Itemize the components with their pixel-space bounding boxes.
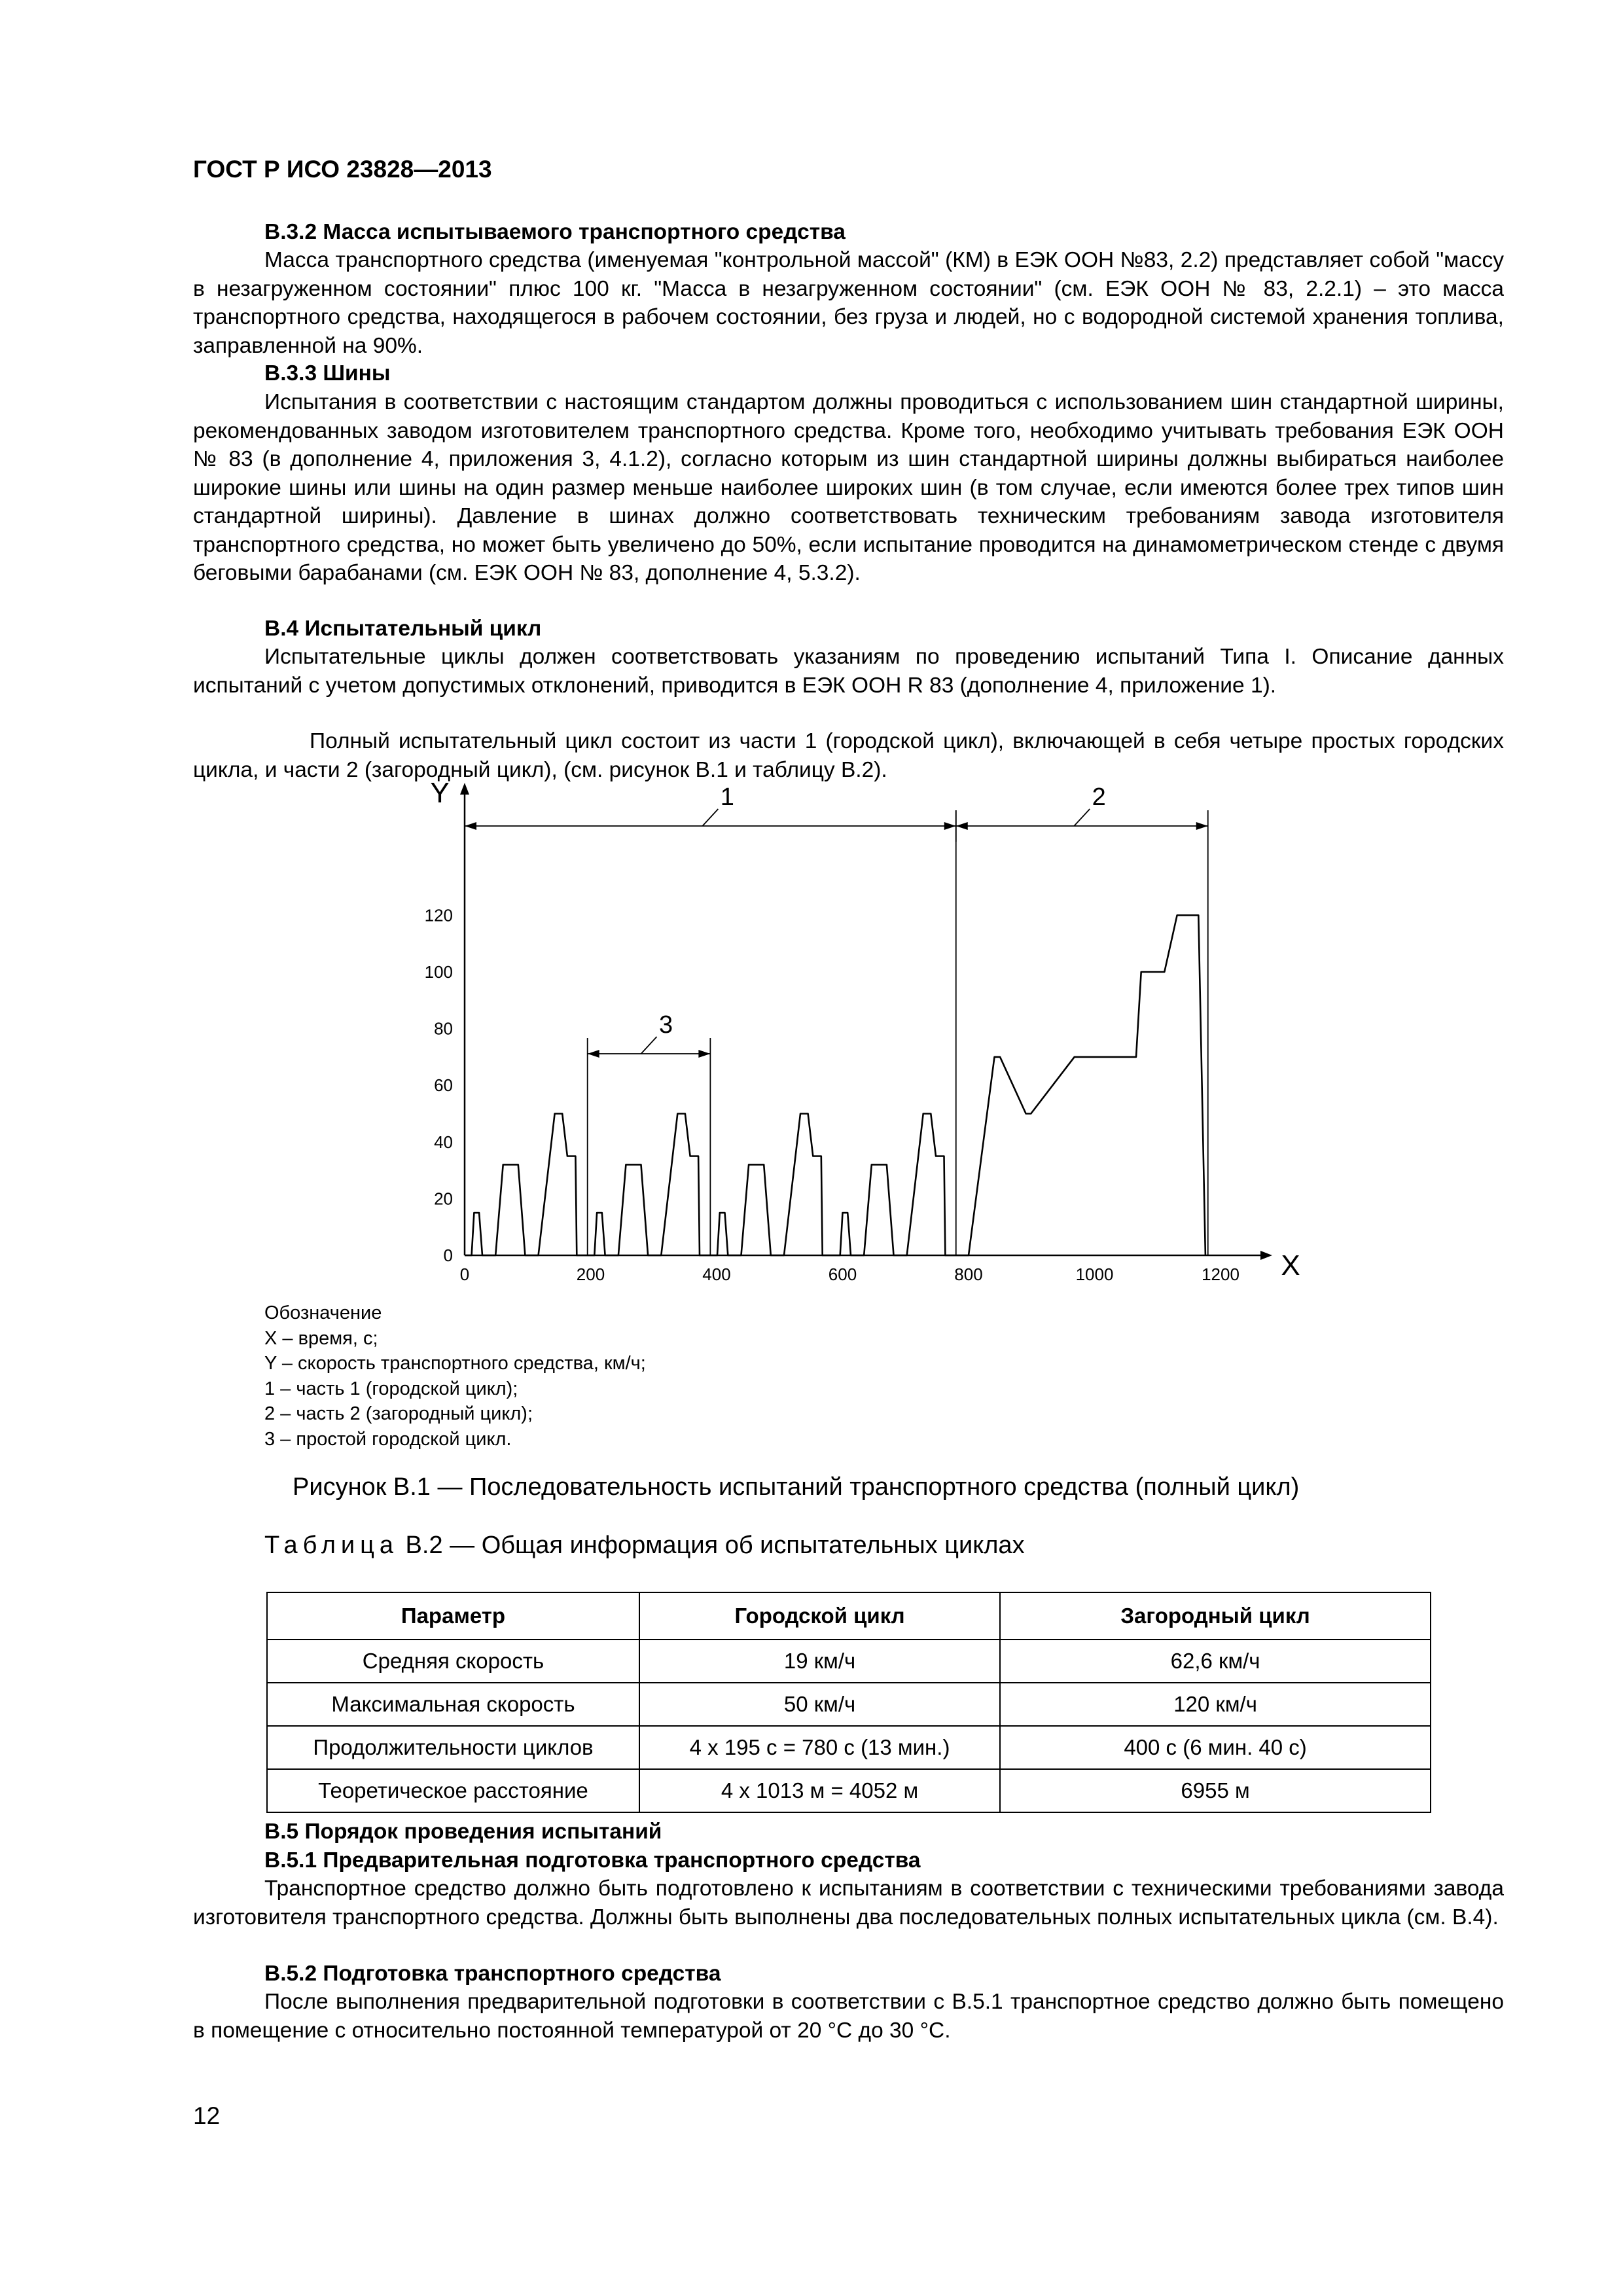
y-axis-arrow bbox=[460, 783, 469, 795]
annotation-arrow-left bbox=[465, 822, 476, 830]
y-tick-label: 120 bbox=[424, 905, 453, 925]
annotation-arrow-right bbox=[698, 1050, 710, 1058]
header-urban: Городской цикл bbox=[639, 1592, 1000, 1640]
x-axis-label: X bbox=[1281, 1249, 1300, 1282]
section-b4-text-2: Полный испытательный цикл состоит из части 1 (городской цикл), включающей в себя четыре простых городских цикла, и части 2 (загородный цикл), (см. рисунок В.1 и таблицу В.2). bbox=[193, 729, 1504, 782]
section-b4-text-1: Испытательные циклы должен соответствовать указаниям по проведению испытаний Типа I. Описание данных испытаний с учетом допустимых отклонений, приводится в ЕЭК ООН R 83 (дополнение 4, приложение 1). bbox=[193, 645, 1504, 698]
legend-item-1: 1 – часть 1 (городской цикл); bbox=[264, 1378, 518, 1399]
x-tick-label: 600 bbox=[828, 1265, 857, 1284]
y-tick-label: 100 bbox=[424, 962, 453, 982]
section-b4-title: В.4 Испытательный цикл bbox=[264, 617, 542, 641]
table-caption-text: В.2 — Общая информация об испытательных циклах bbox=[399, 1532, 1025, 1559]
x-tick-label: 1200 bbox=[1202, 1265, 1240, 1284]
x-tick-label: 800 bbox=[954, 1265, 983, 1284]
page-number: 12 bbox=[193, 2102, 221, 2129]
section-b33-title: В.3.3 Шины bbox=[264, 361, 391, 386]
table-row bbox=[267, 1683, 1431, 1726]
legend-item-x: X – время, с; bbox=[264, 1327, 378, 1349]
table-row bbox=[267, 1640, 1431, 1683]
y-tick-label: 80 bbox=[434, 1018, 453, 1039]
table-cell: 6955 м bbox=[1000, 1769, 1431, 1812]
chart-root bbox=[425, 777, 1300, 1284]
legend-title: Обозначение bbox=[264, 1302, 382, 1323]
x-tick-label: 1000 bbox=[1075, 1265, 1114, 1284]
table-cell: 62,6 км/ч bbox=[1000, 1640, 1431, 1683]
table-cell: Максимальная скорость bbox=[267, 1683, 639, 1726]
table-cell: 19 км/ч bbox=[639, 1640, 1000, 1683]
legend-item-y: Y – скорость транспортного средства, км/ч; bbox=[264, 1353, 646, 1374]
section-b33-text: Испытания в соответствии с настоящим стандартом должны проводиться с использованием шин стандартной ширины, рекомендованных заводом изготовителем транспортного средства. Кроме того, необходимо учитывать требования ЕЭК ООН № 83 (в дополнение 4, приложения 3, 4.1.2), согласно которым из шин стандартной ширины должны выбираться наиболее широкие шины или шины на один размер меньше наиболее широких шин (в том случае, если имеются более трех типов шин стандартной ширины). Давление в шинах должно соответствовать техническим требованиям завода изготовителя транспортного средства, но может быть увеличено до 50%, если испытание проводится на динамометрическом стенде с двумя беговыми барабанами (см. ЕЭК ООН № 83, дополнение 4, 5.3.2). bbox=[193, 390, 1504, 585]
section-b5-title: В.5 Порядок проведения испытаний bbox=[264, 1820, 662, 1844]
annotation-label: 2 bbox=[1092, 783, 1106, 811]
table-cell: Теоретическое расстояние bbox=[267, 1769, 639, 1812]
table-cell: Средняя скорость bbox=[267, 1640, 639, 1683]
x-tick-label: 200 bbox=[576, 1265, 605, 1284]
header-parameter: Параметр bbox=[267, 1592, 639, 1640]
table-row bbox=[267, 1769, 1431, 1812]
table-caption bbox=[264, 1532, 1025, 1560]
annotation-arrow-left bbox=[588, 1050, 599, 1058]
y-tick-label: 20 bbox=[434, 1189, 453, 1209]
annotation-label: 3 bbox=[658, 1011, 673, 1039]
table-cell: 4 x 195 с = 780 с (13 мин.) bbox=[639, 1726, 1000, 1769]
header-extra-urban: Загородный цикл bbox=[1000, 1592, 1431, 1640]
cycle-info-table bbox=[266, 1592, 1431, 1813]
y-tick-label: 40 bbox=[434, 1132, 453, 1152]
section-b32-title: В.3.2 Масса испытываемого транспортного средства bbox=[264, 220, 846, 244]
x-tick-label: 0 bbox=[459, 1265, 470, 1284]
table-header-row bbox=[267, 1592, 1431, 1640]
document-header: ГОСТ Р ИСО 23828—2013 bbox=[193, 156, 492, 183]
annotation-label: 1 bbox=[720, 783, 734, 811]
table-cell: Продолжительности циклов bbox=[267, 1726, 639, 1769]
x-tick-label: 400 bbox=[702, 1265, 731, 1284]
annotation-leader bbox=[702, 809, 718, 826]
table-cell: 50 км/ч bbox=[639, 1683, 1000, 1726]
figure-caption: Рисунок В.1 — Последовательность испытаний транспортного средства (полный цикл) bbox=[293, 1473, 1300, 1501]
annotation-leader bbox=[1074, 809, 1090, 826]
section-b32-text: Масса транспортного средства (именуемая "контрольной массой" (КМ) в ЕЭК ООН №83, 2.2) представляет собой "массу в незагруженном состоянии" плюс 100 кг. "Масса в незагруженном состоянии" (см. ЕЭК ООН № 83, 2.2.1) – это масса транспортного средства, находящегося в рабочем состоянии, без груза и людей, но с водородной системой хранения топлива, заправленной на 90%. bbox=[193, 248, 1504, 358]
section-b51-title: В.5.1 Предварительная подготовка транспортного средства bbox=[264, 1848, 921, 1873]
chart-legend bbox=[264, 1300, 646, 1452]
section-b52-text: После выполнения предварительной подготовки в соответствии с В.5.1 транспортное средство должно быть помещено в помещение с относительно постоянной температурой от 20 °С до 30 °С. bbox=[193, 1990, 1504, 2043]
table-caption-label: Таблица bbox=[264, 1532, 399, 1559]
annotation-leader bbox=[641, 1037, 657, 1054]
y-tick-label: 60 bbox=[434, 1075, 453, 1096]
annotation-arrow-right bbox=[1196, 822, 1208, 830]
annotation-arrow-left bbox=[956, 822, 968, 830]
speed-series-line bbox=[465, 915, 1205, 1255]
section-b52-title: В.5.2 Подготовка транспортного средства bbox=[264, 1962, 721, 1986]
section-b51-text: Транспортное средство должно быть подготовлено к испытаниям в соответствии с техническими требованиями завода изготовителя транспортного средства. Должны быть выполнены два последовательных полных испытательных цикла (см. В.4). bbox=[193, 1876, 1504, 1929]
table-cell: 120 км/ч bbox=[1000, 1683, 1431, 1726]
y-axis-label: Y bbox=[430, 777, 450, 809]
y-tick-label: 0 bbox=[443, 1246, 453, 1265]
x-axis-arrow bbox=[1260, 1251, 1272, 1260]
annotation-arrow-right bbox=[944, 822, 956, 830]
legend-item-2: 2 – часть 2 (загородный цикл); bbox=[264, 1403, 533, 1424]
table-row bbox=[267, 1726, 1431, 1769]
table-cell: 4 x 1013 м = 4052 м bbox=[639, 1769, 1000, 1812]
table-cell: 400 с (6 мин. 40 с) bbox=[1000, 1726, 1431, 1769]
legend-item-3: 3 – простой городской цикл. bbox=[264, 1428, 512, 1450]
